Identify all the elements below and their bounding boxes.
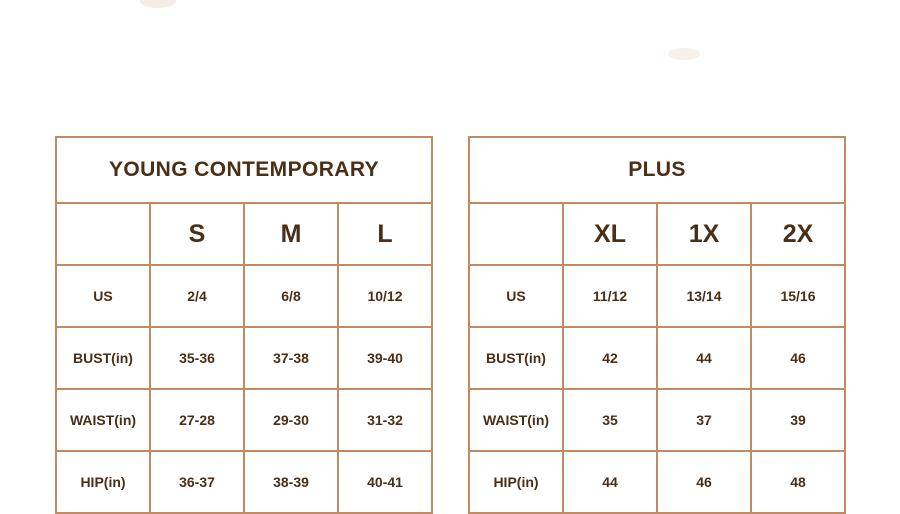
table-title-row (56, 137, 432, 203)
background-smudge-right (668, 48, 700, 60)
cell-bust-m: 37-38 (244, 327, 338, 389)
table-row (56, 451, 432, 513)
cell-waist-m: 29-30 (244, 389, 338, 451)
cell-bust-2x: 46 (751, 327, 845, 389)
cell-waist-xl: 35 (563, 389, 657, 451)
table-row (56, 265, 432, 327)
table-header-row (56, 203, 432, 265)
cell-bust-xl: 42 (563, 327, 657, 389)
cell-us-m: 6/8 (244, 265, 338, 327)
cell-us-s: 2/4 (150, 265, 244, 327)
background-smudge-left (140, 0, 176, 8)
table-title: PLUS (469, 137, 845, 203)
size-header-1x: 1X (657, 203, 751, 265)
cell-hip-2x: 48 (751, 451, 845, 513)
row-label-hip: HIP(in) (469, 451, 563, 513)
cell-bust-l: 39-40 (338, 327, 432, 389)
table-header-row (469, 203, 845, 265)
table-row (469, 265, 845, 327)
table-corner-cell (56, 203, 150, 265)
cell-us-l: 10/12 (338, 265, 432, 327)
size-table-young-contemporary-wrap (55, 136, 433, 514)
cell-waist-s: 27-28 (150, 389, 244, 451)
table-title: YOUNG CONTEMPORARY (56, 137, 432, 203)
cell-bust-s: 35-36 (150, 327, 244, 389)
size-header-l: L (338, 203, 432, 265)
table-row (56, 327, 432, 389)
cell-us-xl: 11/12 (563, 265, 657, 327)
table-row (469, 327, 845, 389)
cell-us-2x: 15/16 (751, 265, 845, 327)
cell-bust-1x: 44 (657, 327, 751, 389)
cell-hip-s: 36-37 (150, 451, 244, 513)
cell-hip-l: 40-41 (338, 451, 432, 513)
size-table-young-contemporary (55, 136, 433, 514)
row-label-waist: WAIST(in) (56, 389, 150, 451)
row-label-us: US (469, 265, 563, 327)
cell-us-1x: 13/14 (657, 265, 751, 327)
table-corner-cell (469, 203, 563, 265)
table-row (469, 451, 845, 513)
size-header-xl: XL (563, 203, 657, 265)
cell-hip-xl: 44 (563, 451, 657, 513)
row-label-bust: BUST(in) (56, 327, 150, 389)
row-label-hip: HIP(in) (56, 451, 150, 513)
size-header-m: M (244, 203, 338, 265)
size-table-plus-wrap (468, 136, 846, 514)
table-title-row (469, 137, 845, 203)
size-table-plus (468, 136, 846, 514)
size-header-s: S (150, 203, 244, 265)
cell-waist-l: 31-32 (338, 389, 432, 451)
size-header-2x: 2X (751, 203, 845, 265)
row-label-waist: WAIST(in) (469, 389, 563, 451)
row-label-us: US (56, 265, 150, 327)
table-row (469, 389, 845, 451)
row-label-bust: BUST(in) (469, 327, 563, 389)
cell-hip-m: 38-39 (244, 451, 338, 513)
cell-waist-1x: 37 (657, 389, 751, 451)
table-row (56, 389, 432, 451)
cell-waist-2x: 39 (751, 389, 845, 451)
cell-hip-1x: 46 (657, 451, 751, 513)
